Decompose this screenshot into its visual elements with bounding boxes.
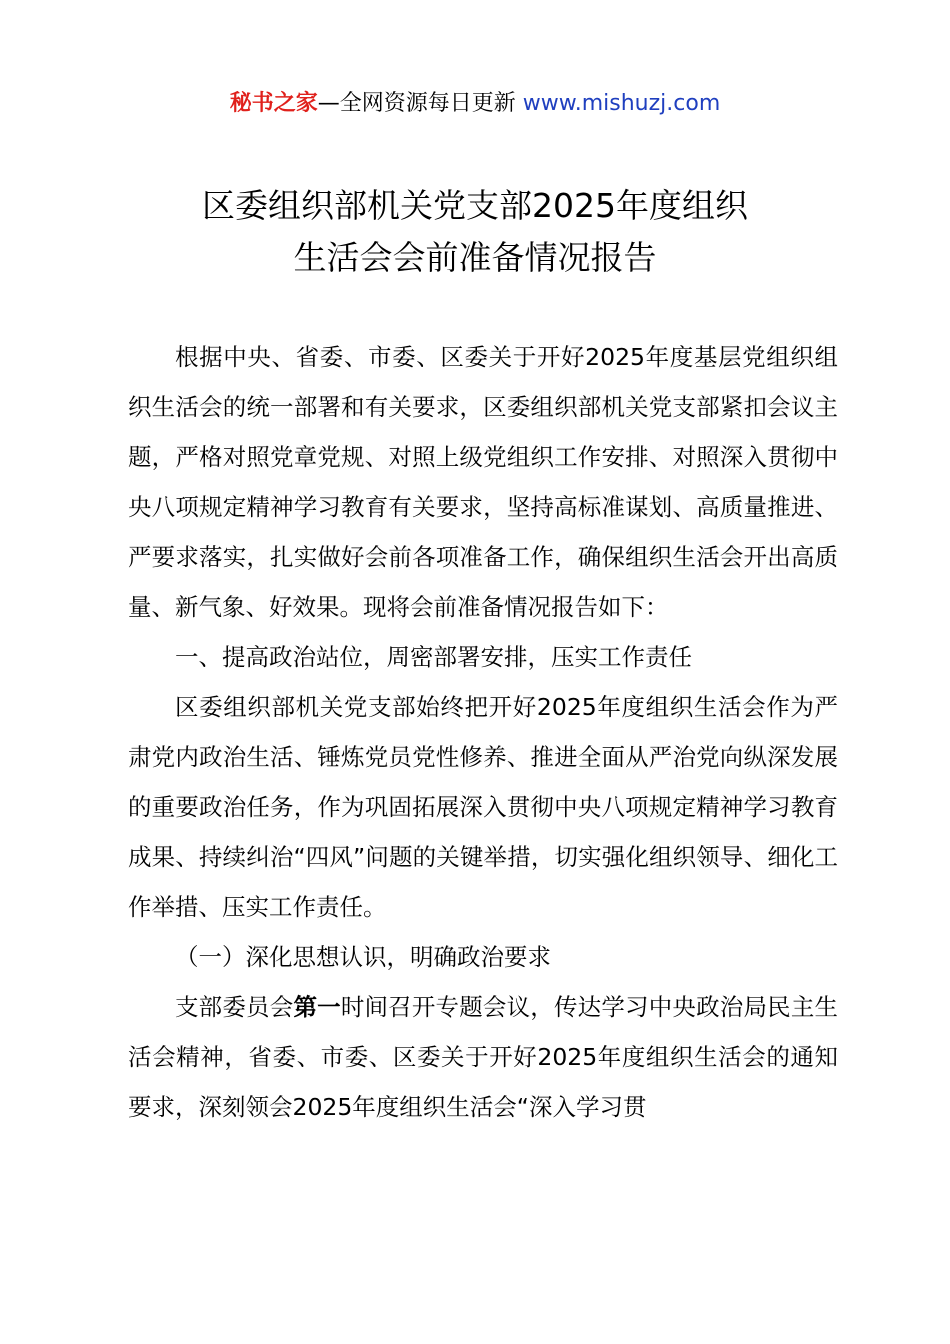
paragraph-intro: 根据中央、省委、市委、区委关于开好2025年度基层党组织组织生活会的统一部署和有关要求，区委组织部机关党支部紧扣会议主题，严格对照党章党规、对照上级党组织工作安排、对照深入贯彻中央八项规定精神学习教育有关要求，坚持高标准谋划、高质量推进、严要求落实，扎实做好会前各项准备工作，确保组织生活会开出高质量、新气象、好效果。现将会前准备情况报告如下： xyxy=(128,343,838,621)
section-heading-1: 一、提高政治站位，周密部署安排，压实工作责任 xyxy=(175,643,692,671)
paragraph-subsection-1 xyxy=(128,982,838,1132)
header-tagline: —全网资源每日更新 xyxy=(317,91,523,116)
brand-name: 秘书之家 xyxy=(229,91,318,116)
title-line-2: 生活会会前准备情况报告 xyxy=(293,238,657,277)
document-body xyxy=(128,332,838,1132)
paragraph-text-pre: 支部委员会 xyxy=(175,993,294,1021)
document-title xyxy=(0,180,950,284)
paragraph-text-bold: 第一 xyxy=(293,993,341,1021)
site-url-link[interactable]: www.mishuzj.com xyxy=(522,91,721,116)
paragraph-section-1: 区委组织部机关党支部始终把开好2025年度组织生活会作为严肃党内政治生活、锤炼党员党性修养、推进全面从严治党向纵深发展的重要政治任务，作为巩固拓展深入贯彻中央八项规定精神学习教育成果、持续纠治“四风”问题的关键举措，切实强化组织领导、细化工作举措、压实工作责任。 xyxy=(128,693,838,921)
subsection-heading-1: （一）深化思想认识，明确政治要求 xyxy=(175,943,551,971)
paragraph-text-post: 时间召开专题会议，传达学习中央政治局民主生活会精神，省委、市委、区委关于开好2025年度组织生活会的通知要求，深刻领会2025年度组织生活会“深入学习贯 xyxy=(128,993,839,1121)
site-header xyxy=(0,88,950,120)
title-line-1: 区委组织部机关党支部2025年度组织 xyxy=(202,186,748,225)
